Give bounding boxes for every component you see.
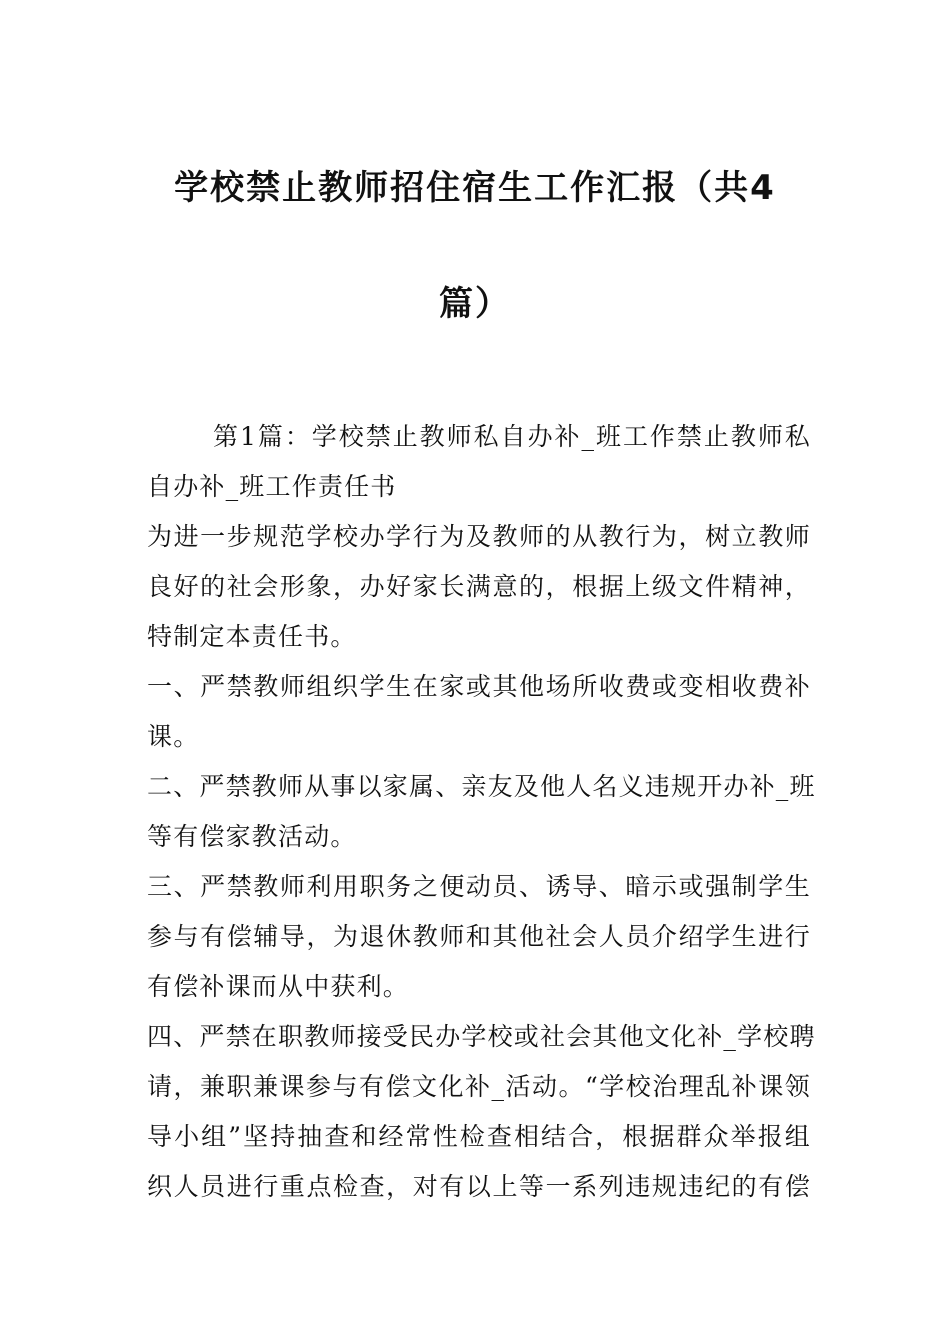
paragraph-line: 导小组”坚持抽查和经常性检查相结合，根据群众举报组 (147, 1122, 811, 1151)
paragraph-line: 二、严禁教师从事以家属、亲友及他人名义违规开办补_班 (147, 772, 816, 801)
document-title-line-1: 学校禁止教师招住宿生工作汇报（共4 (174, 168, 776, 208)
paragraph-line: 良好的社会形象，办好家长满意的，根据上级文件精神， (147, 572, 811, 601)
paragraph-line: 为进一步规范学校办学行为及教师的从教行为，树立教师 (147, 522, 811, 551)
paragraph-line: 有偿补课而从中获利。 (147, 972, 410, 1001)
paragraph-line: 参与有偿辅导，为退休教师和其他社会人员介绍学生进行 (147, 922, 811, 951)
paragraph-line: 等有偿家教活动。 (147, 822, 357, 851)
document-body (147, 412, 816, 1212)
paragraph-line: 特制定本责任书。 (147, 622, 357, 651)
document-title-line-2: 篇） (439, 284, 511, 324)
paragraph-line: 一、严禁教师组织学生在家或其他场所收费或变相收费补 (147, 672, 811, 701)
paragraph-line: 课。 (147, 722, 200, 751)
paragraph-line: 三、严禁教师利用职务之便动员、诱导、暗示或强制学生 (147, 872, 811, 901)
paragraph-line: 自办补_班工作责任书 (147, 472, 397, 501)
paragraph-line: 织人员进行重点检查，对有以上等一系列违规违纪的有偿 (147, 1172, 811, 1201)
paragraph-line: 四、严禁在职教师接受民办学校或社会其他文化补_学校聘 (147, 1022, 816, 1051)
paragraph-line: 第1篇：学校禁止教师私自办补_班工作禁止教师私 (213, 422, 811, 451)
paragraph-line: 请，兼职兼课参与有偿文化补_活动。“学校治理乱补课领 (147, 1072, 811, 1101)
